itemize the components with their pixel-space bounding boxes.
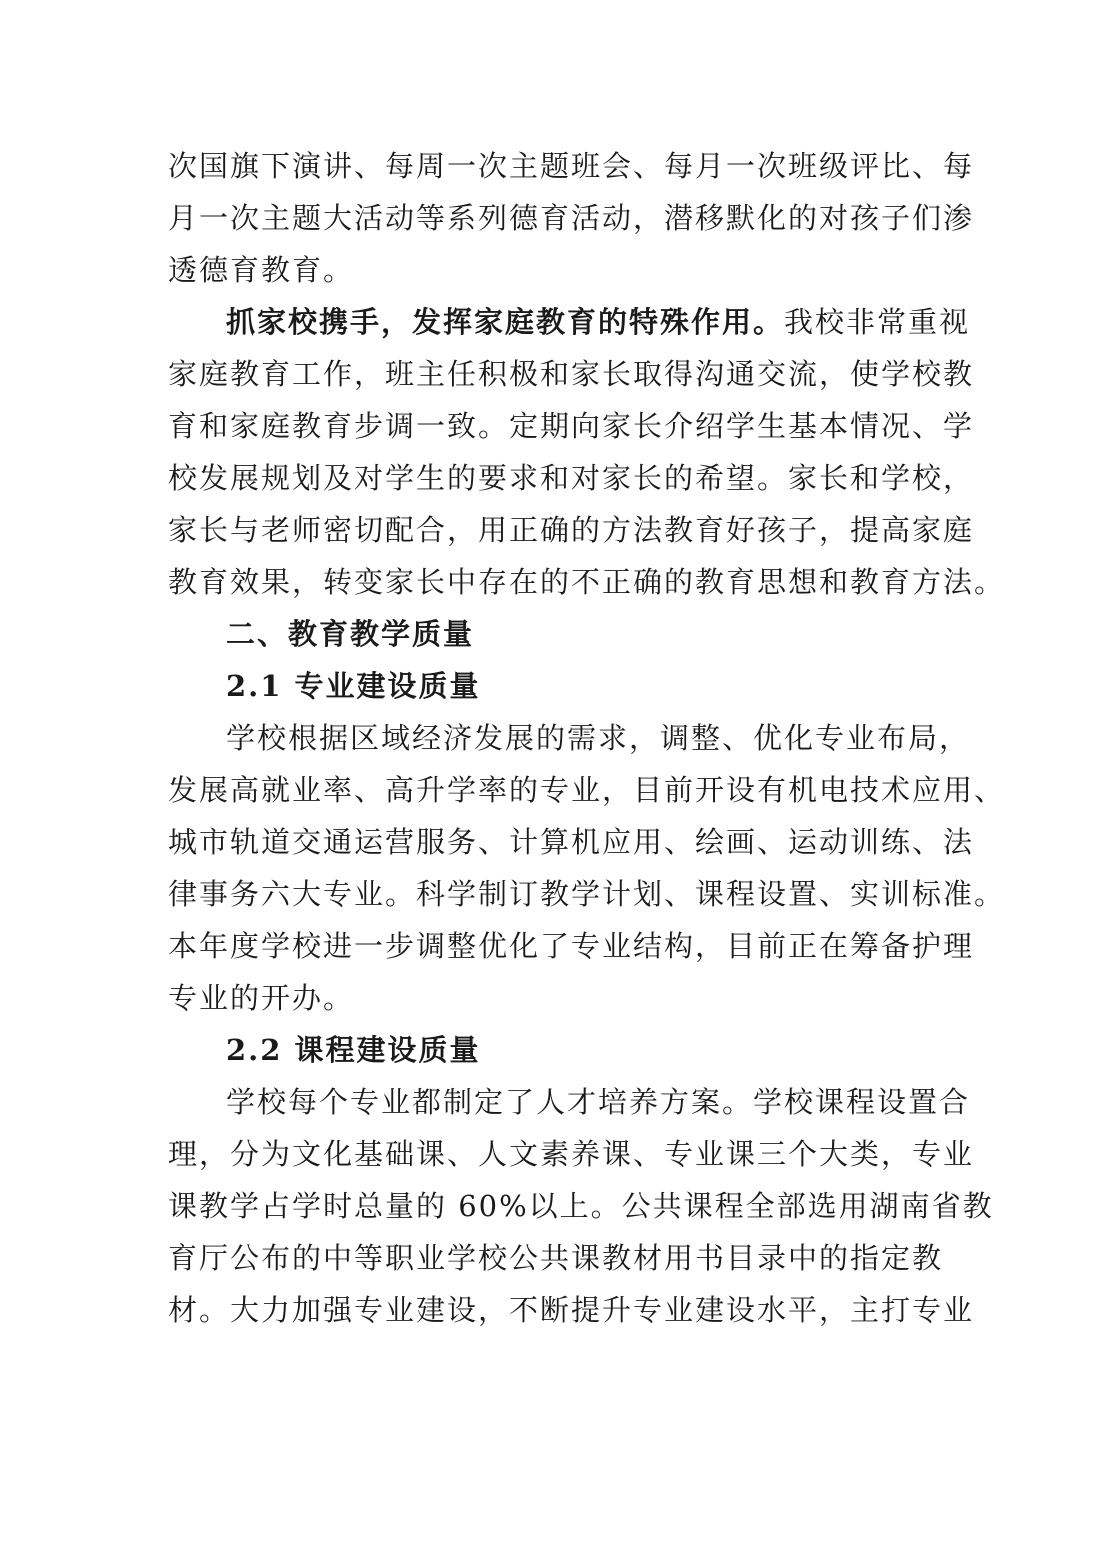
paragraph-line: 学校每个专业都制定了人才培养方案。学校课程设置合	[226, 1085, 971, 1119]
paragraph-line: 家长与老师密切配合，用正确的方法教育好孩子，提高家庭	[168, 513, 975, 547]
paragraph-line: 育厅公布的中等职业学校公共课教材用书目录中的指定教	[168, 1241, 944, 1275]
paragraph-line: 育和家庭教育步调一致。定期向家长介绍学生基本情况、学	[168, 409, 975, 443]
section-heading: 二、教育教学质量	[226, 617, 475, 651]
paragraph-line: 月一次主题大活动等系列德育活动，潜移默化的对孩子们渗	[168, 201, 975, 235]
paragraph-line: 透德育教育。	[168, 253, 355, 287]
paragraph-line: 发展高就业率、高升学率的专业，目前开设有机电技术应用、	[168, 773, 1006, 807]
paragraph-line: 本年度学校进一步调整优化了专业结构，目前正在筹备护理	[168, 929, 975, 963]
paragraph-line: 律事务六大专业。科学制订教学计划、课程设置、实训标准。	[168, 877, 1006, 911]
paragraph-line: 校发展规划及对学生的要求和对家长的希望。家长和学校，	[168, 461, 975, 495]
paragraph-line: 家庭教育工作，班主任积极和家长取得沟通交流，使学校教	[168, 357, 975, 391]
document-body	[168, 140, 1006, 1336]
paragraph-line	[168, 296, 971, 348]
paragraph-line: 课教学占学时总量的 60%以上。公共课程全部选用湖南省教	[168, 1189, 994, 1223]
paragraph-line: 城市轨道交通运营服务、计算机应用、绘画、运动训练、法	[168, 825, 975, 859]
paragraph-line: 次国旗下演讲、每周一次主题班会、每月一次班级评比、每	[168, 149, 975, 183]
paragraph-lead-bold: 抓家校携手，发挥家庭教育的特殊作用。	[226, 305, 785, 339]
subsection-heading: 2.1 专业建设质量	[226, 669, 481, 703]
paragraph-line: 理，分为文化基础课、人文素养课、专业课三个大类，专业	[168, 1137, 975, 1171]
paragraph-line: 学校根据区域经济发展的需求，调整、优化专业布局，	[226, 721, 971, 755]
paragraph-line: 教育效果，转变家长中存在的不正确的教育思想和教育方法。	[168, 565, 1006, 599]
paragraph-line: 专业的开办。	[168, 981, 355, 1015]
paragraph-line: 材。大力加强专业建设，不断提升专业建设水平，主打专业	[168, 1293, 975, 1327]
subsection-heading: 2.2 课程建设质量	[226, 1033, 481, 1067]
paragraph-lead-rest: 我校非常重视	[784, 305, 971, 339]
